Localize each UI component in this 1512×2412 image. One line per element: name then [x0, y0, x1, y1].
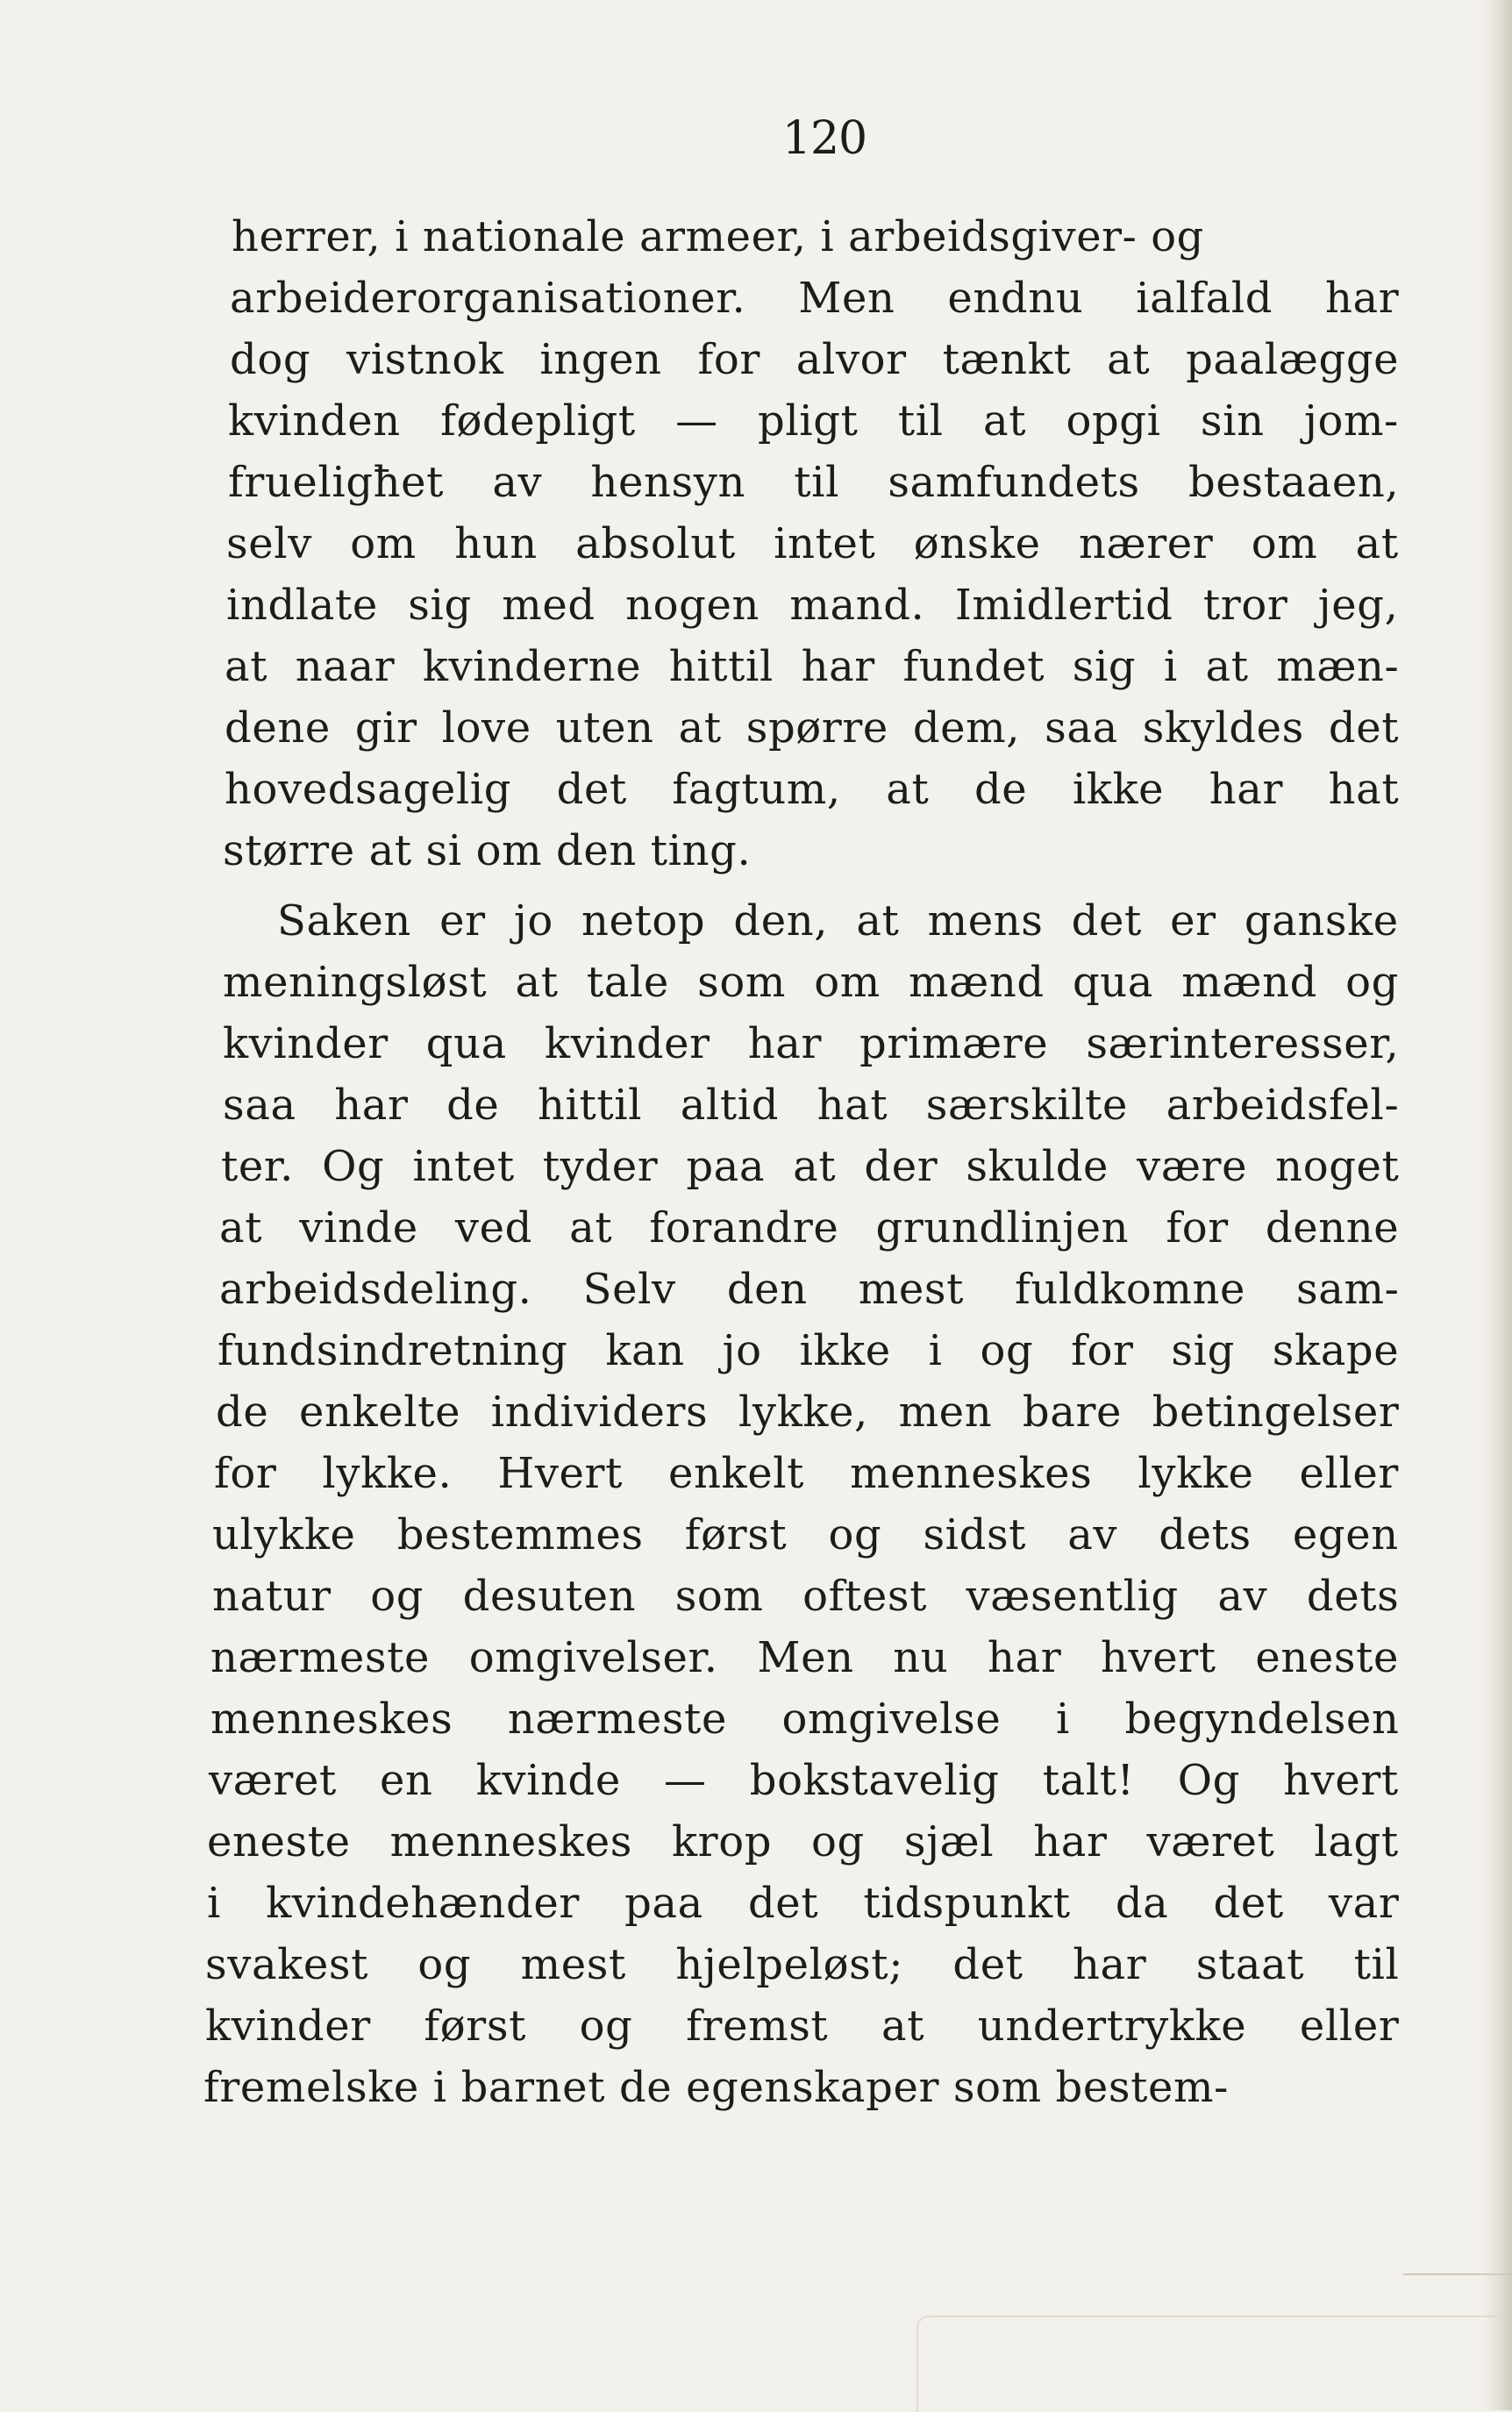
page-crease — [916, 2316, 1497, 2412]
text-line: arbeidsdeling. Selv den mest fuldkomne sam- — [219, 1265, 1400, 1314]
text-line: natur og desuten som oftest væsentlig av dets — [212, 1572, 1400, 1621]
text-line: dene gir love uten at spørre dem, saa skyldes det — [225, 703, 1400, 753]
text-line: svakest og mest hjelpeløst; det har staat til — [205, 1940, 1400, 1989]
text-line: ter. Og intet tyder paa at der skulde være noget — [221, 1142, 1400, 1191]
text-line: hovedsagelig det fagtum, at de ikke har hat — [225, 765, 1400, 814]
text-line: meningsløst at tale som om mænd qua mænd og — [223, 958, 1399, 1007]
text-line: menneskes nærmeste omgivelse i begyndelsen — [210, 1695, 1400, 1744]
page-number: 120 — [781, 112, 867, 165]
text-line: saa har de hittil altid hat særskilte arbeidsfel- — [223, 1081, 1400, 1130]
text-line: for lykke. Hvert enkelt menneskes lykke eller — [214, 1449, 1399, 1498]
text-line: større at si om den ting. — [223, 826, 752, 875]
text-line: kvinden fødepligt — pligt til at opgi sin jom- — [228, 396, 1399, 446]
text-line: fundsindretning kan jo ikke i og for sig skape — [218, 1326, 1400, 1375]
text-line: at naar kvinderne hittil har fundet sig i at mæn- — [225, 642, 1400, 691]
text-line: været en kvinde — bokstavelig talt! Og hvert — [209, 1756, 1399, 1805]
text-line: Saken er jo netop den, at mens det er ganske — [277, 896, 1399, 946]
text-line: arbeiderorganisationer. Men endnu ialfald har — [230, 274, 1400, 323]
text-line: dog vistnok ingen for alvor tænkt at paalægge — [230, 335, 1400, 384]
page-crease-line — [1403, 2273, 1512, 2275]
text-line: indlate sig med nogen mand. Imidlertid tror jeg, — [226, 581, 1399, 630]
text-line: eneste menneskes krop og sjæl har været lagt — [207, 1817, 1399, 1866]
text-line: fremelske i barnet de egenskaper som bestem- — [203, 2063, 1229, 2112]
text-line: ulykke bestemmes først og sidst av dets egen — [212, 1510, 1399, 1559]
text-line: herrer, i nationale armeer, i arbeidsgiver- og — [232, 212, 1204, 261]
text-line: kvinder qua kvinder har primære særinteresser, — [223, 1019, 1400, 1068]
text-line: nærmeste omgivelser. Men nu har hvert eneste — [210, 1633, 1399, 1682]
text-line: de enkelte individers lykke, men bare betingelser — [216, 1388, 1400, 1437]
text-line: at vinde ved at forandre grundlinjen for denne — [219, 1203, 1400, 1252]
text-line: kvinder først og fremst at undertrykke eller — [205, 2002, 1400, 2051]
text-line: selv om hun absolut intet ønske nærer om at — [226, 519, 1399, 568]
text-line: frueligħet av hensyn til samfundets bestaaen, — [228, 458, 1400, 507]
text-line: i kvindehænder paa det tidspunkt da det var — [207, 1879, 1400, 1928]
